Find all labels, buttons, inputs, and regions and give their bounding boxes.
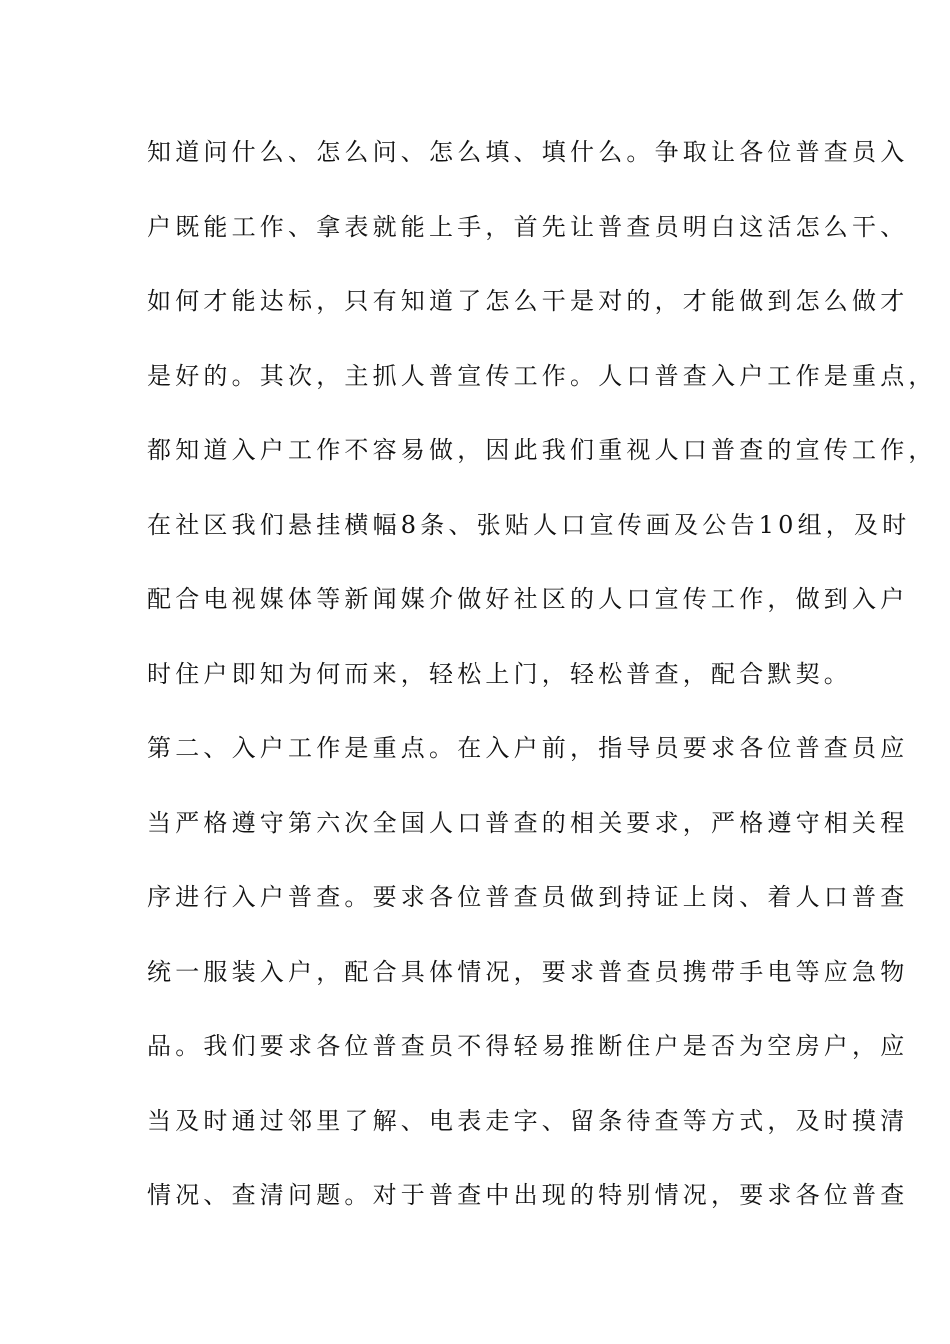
text-line: 知道问什么、怎么问、怎么填、填什么。争取让各位普查员入 — [147, 138, 909, 166]
text-line: 情况、查清问题。对于普查中出现的特别情况，要求各位普查 — [147, 1181, 909, 1209]
text-line: 当及时通过邻里了解、电表走字、留条待查等方式，及时摸清 — [147, 1106, 909, 1135]
text-line: 在社区我们悬挂横幅8条、张贴人口宣传画及公告10组，及时 — [147, 510, 911, 539]
text-line: 时住户即知为何而来，轻松上门，轻松普查，配合默契。 — [147, 659, 852, 688]
text-line: 是好的。其次，主抓人普宣传工作。人口普查入户工作是重点， — [147, 361, 937, 390]
text-line: 当严格遵守第六次全国人口普查的相关要求，严格遵守相关程 — [147, 808, 909, 837]
text-line: 品。我们要求各位普查员不得轻易推断住户是否为空房户，应 — [147, 1032, 909, 1060]
text-line: 序进行入户普查。要求各位普查员做到持证上岗、着人口普查 — [147, 883, 909, 911]
text-line: 第二、入户工作是重点。在入户前，指导员要求各位普查员应 — [147, 734, 909, 762]
text-line: 统一服装入户，配合具体情况，要求普查员携带手电等应急物 — [147, 957, 909, 986]
text-line: 如何才能达标，只有知道了怎么干是对的，才能做到怎么做才 — [147, 287, 909, 315]
text-line: 户既能工作、拿表就能上手，首先让普查员明白这活怎么干、 — [147, 212, 909, 241]
text-line: 都知道入户工作不容易做，因此我们重视人口普查的宣传工作， — [147, 436, 937, 464]
text-line: 配合电视媒体等新闻媒介做好社区的人口宣传工作，做到入户 — [147, 585, 909, 613]
body-text — [147, 132, 937, 1250]
